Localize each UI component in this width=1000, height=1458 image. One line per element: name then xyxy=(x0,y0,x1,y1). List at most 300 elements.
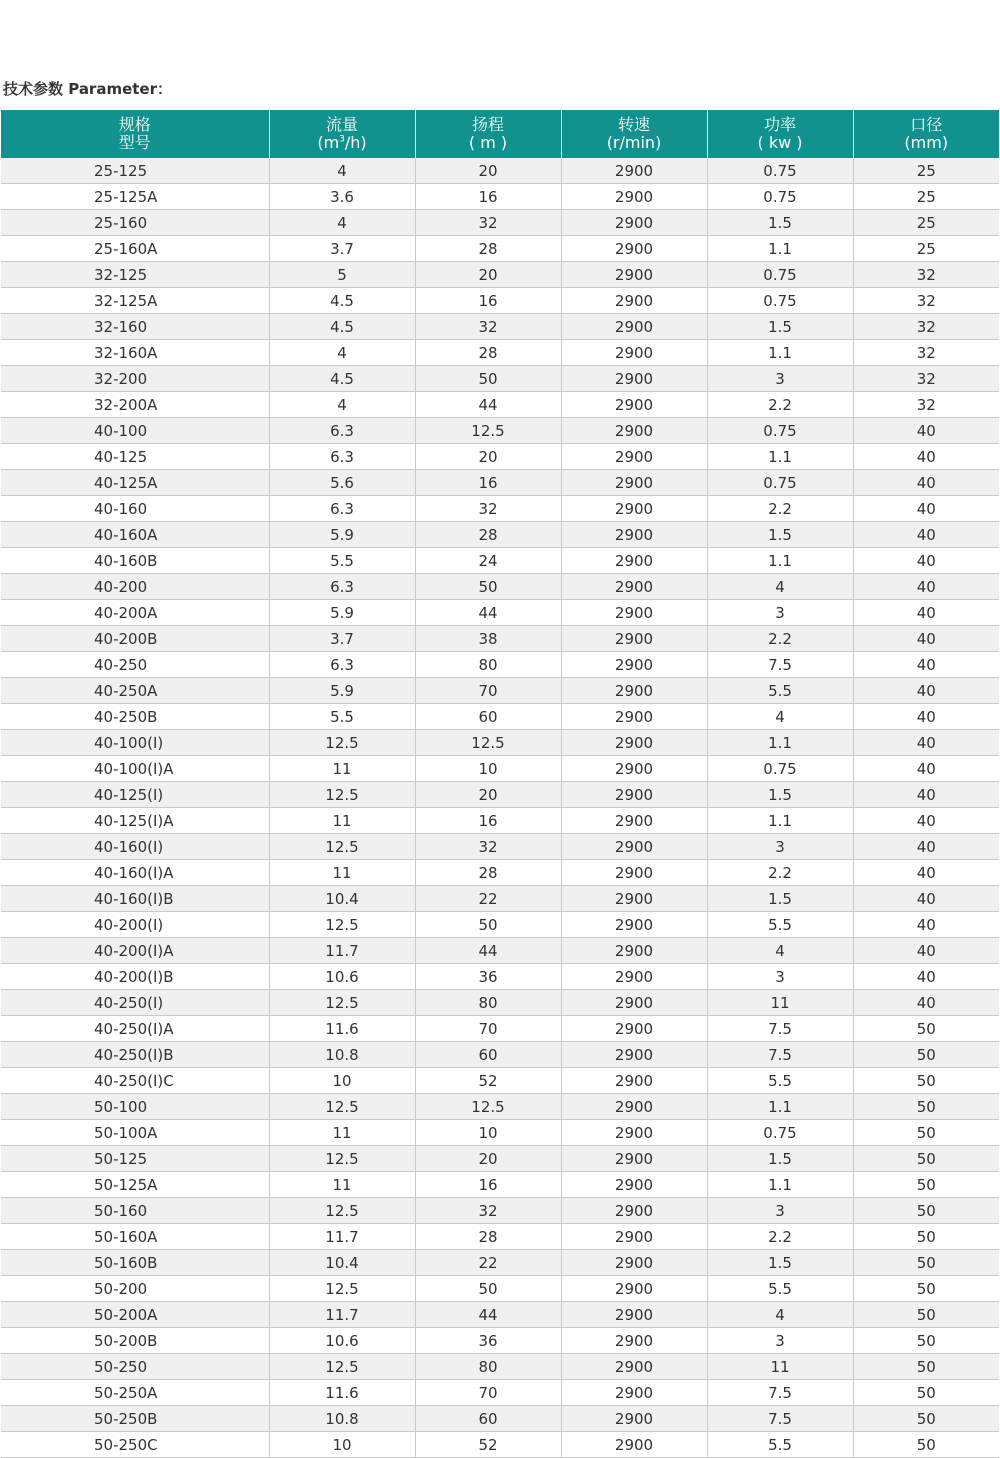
power-cell: 5.5 xyxy=(707,1432,853,1458)
speed-cell: 2900 xyxy=(561,912,707,938)
page-title: 技术参数 Parameter： xyxy=(3,80,172,98)
flow-cell: 12.5 xyxy=(269,834,415,860)
flow-cell: 4.5 xyxy=(269,366,415,392)
header-head xyxy=(415,110,561,158)
diameter-cell: 40 xyxy=(853,860,999,886)
model-cell: 50-250C xyxy=(1,1432,269,1458)
table-row xyxy=(1,964,999,990)
diameter-cell: 50 xyxy=(853,1354,999,1380)
head-cell: 80 xyxy=(415,652,561,678)
table-row xyxy=(1,366,999,392)
header-diameter-line1: 口径 xyxy=(910,115,943,134)
head-cell: 24 xyxy=(415,548,561,574)
model-cell: 40-125(I) xyxy=(1,782,269,808)
diameter-cell: 40 xyxy=(853,886,999,912)
model-cell: 40-100 xyxy=(1,418,269,444)
speed-cell: 2900 xyxy=(561,886,707,912)
power-cell: 0.75 xyxy=(707,184,853,210)
table-row xyxy=(1,1432,999,1458)
speed-cell: 2900 xyxy=(561,1276,707,1302)
power-cell: 1.5 xyxy=(707,1250,853,1276)
diameter-cell: 40 xyxy=(853,444,999,470)
table-row xyxy=(1,496,999,522)
diameter-cell: 50 xyxy=(853,1276,999,1302)
header-flow-line2 xyxy=(270,134,415,152)
diameter-cell: 50 xyxy=(853,1432,999,1458)
flow-cell: 12.5 xyxy=(269,1094,415,1120)
flow-cell: 4 xyxy=(269,392,415,418)
table-row xyxy=(1,678,999,704)
table-header-row xyxy=(1,110,999,158)
power-cell: 7.5 xyxy=(707,1016,853,1042)
flow-cell: 6.3 xyxy=(269,444,415,470)
header-flow-unit-pre: (m xyxy=(317,133,340,152)
power-cell: 0.75 xyxy=(707,262,853,288)
model-cell: 50-250B xyxy=(1,1406,269,1432)
table-body xyxy=(1,158,999,1458)
diameter-cell: 50 xyxy=(853,1406,999,1432)
diameter-cell: 40 xyxy=(853,626,999,652)
power-cell: 5.5 xyxy=(707,1068,853,1094)
table-row xyxy=(1,1224,999,1250)
power-cell: 4 xyxy=(707,704,853,730)
power-cell: 3 xyxy=(707,834,853,860)
head-cell: 20 xyxy=(415,444,561,470)
speed-cell: 2900 xyxy=(561,938,707,964)
speed-cell: 2900 xyxy=(561,314,707,340)
table-row xyxy=(1,704,999,730)
power-cell: 7.5 xyxy=(707,1380,853,1406)
diameter-cell: 50 xyxy=(853,1120,999,1146)
table-row xyxy=(1,1406,999,1432)
speed-cell: 2900 xyxy=(561,184,707,210)
model-cell: 40-100(I)A xyxy=(1,756,269,782)
model-cell: 40-125A xyxy=(1,470,269,496)
head-cell: 16 xyxy=(415,184,561,210)
table-row xyxy=(1,1302,999,1328)
diameter-cell: 40 xyxy=(853,938,999,964)
head-cell: 12.5 xyxy=(415,1094,561,1120)
speed-cell: 2900 xyxy=(561,1068,707,1094)
model-cell: 50-100A xyxy=(1,1120,269,1146)
diameter-cell: 40 xyxy=(853,912,999,938)
model-cell: 40-200(I) xyxy=(1,912,269,938)
model-cell: 40-250 xyxy=(1,652,269,678)
speed-cell: 2900 xyxy=(561,964,707,990)
flow-cell: 10.6 xyxy=(269,964,415,990)
header-speed-line1: 转速 xyxy=(617,115,650,134)
speed-cell: 2900 xyxy=(561,574,707,600)
speed-cell: 2900 xyxy=(561,1172,707,1198)
table-row xyxy=(1,522,999,548)
power-cell: 5.5 xyxy=(707,678,853,704)
head-cell: 70 xyxy=(415,1016,561,1042)
speed-cell: 2900 xyxy=(561,756,707,782)
header-flow-unit-post: /h) xyxy=(344,133,367,152)
flow-cell: 5.9 xyxy=(269,678,415,704)
model-cell: 50-250A xyxy=(1,1380,269,1406)
table-row xyxy=(1,756,999,782)
head-cell: 80 xyxy=(415,1354,561,1380)
table-row xyxy=(1,782,999,808)
head-cell: 80 xyxy=(415,990,561,1016)
table-row xyxy=(1,626,999,652)
power-cell: 1.1 xyxy=(707,236,853,262)
flow-cell: 5 xyxy=(269,262,415,288)
flow-cell: 11 xyxy=(269,808,415,834)
flow-cell: 6.3 xyxy=(269,574,415,600)
speed-cell: 2900 xyxy=(561,522,707,548)
head-cell: 44 xyxy=(415,392,561,418)
model-cell: 40-250(I)C xyxy=(1,1068,269,1094)
model-cell: 40-250(I) xyxy=(1,990,269,1016)
model-cell: 40-100(I) xyxy=(1,730,269,756)
power-cell: 3 xyxy=(707,1198,853,1224)
header-model xyxy=(1,110,269,158)
diameter-cell: 40 xyxy=(853,678,999,704)
head-cell: 70 xyxy=(415,678,561,704)
model-cell: 50-125 xyxy=(1,1146,269,1172)
model-cell: 40-250(I)B xyxy=(1,1042,269,1068)
power-cell: 0.75 xyxy=(707,470,853,496)
power-cell: 1.1 xyxy=(707,730,853,756)
model-cell: 40-160(I)B xyxy=(1,886,269,912)
flow-cell: 12.5 xyxy=(269,782,415,808)
diameter-cell: 32 xyxy=(853,366,999,392)
flow-cell: 10.4 xyxy=(269,886,415,912)
flow-cell: 4.5 xyxy=(269,314,415,340)
flow-cell: 5.5 xyxy=(269,548,415,574)
head-cell: 16 xyxy=(415,288,561,314)
flow-cell: 11 xyxy=(269,1120,415,1146)
power-cell: 0.75 xyxy=(707,158,853,184)
flow-cell: 3.7 xyxy=(269,626,415,652)
flow-cell: 11 xyxy=(269,860,415,886)
speed-cell: 2900 xyxy=(561,1432,707,1458)
power-cell: 0.75 xyxy=(707,1120,853,1146)
diameter-cell: 40 xyxy=(853,496,999,522)
model-cell: 40-200B xyxy=(1,626,269,652)
power-cell: 1.5 xyxy=(707,1146,853,1172)
model-cell: 40-125(I)A xyxy=(1,808,269,834)
power-cell: 11 xyxy=(707,990,853,1016)
speed-cell: 2900 xyxy=(561,1094,707,1120)
diameter-cell: 25 xyxy=(853,184,999,210)
head-cell: 32 xyxy=(415,314,561,340)
head-cell: 28 xyxy=(415,236,561,262)
flow-cell: 5.5 xyxy=(269,704,415,730)
power-cell: 7.5 xyxy=(707,1406,853,1432)
diameter-cell: 40 xyxy=(853,990,999,1016)
model-cell: 40-125 xyxy=(1,444,269,470)
table-row xyxy=(1,938,999,964)
table-row xyxy=(1,1198,999,1224)
power-cell: 0.75 xyxy=(707,756,853,782)
flow-cell: 6.3 xyxy=(269,418,415,444)
diameter-cell: 40 xyxy=(853,704,999,730)
flow-cell: 6.3 xyxy=(269,496,415,522)
table-row xyxy=(1,548,999,574)
flow-cell: 11 xyxy=(269,756,415,782)
head-cell: 44 xyxy=(415,938,561,964)
diameter-cell: 40 xyxy=(853,756,999,782)
speed-cell: 2900 xyxy=(561,366,707,392)
power-cell: 7.5 xyxy=(707,652,853,678)
speed-cell: 2900 xyxy=(561,340,707,366)
table-row xyxy=(1,184,999,210)
power-cell: 2.2 xyxy=(707,496,853,522)
model-cell: 32-200 xyxy=(1,366,269,392)
table-row xyxy=(1,600,999,626)
speed-cell: 2900 xyxy=(561,1302,707,1328)
speed-cell: 2900 xyxy=(561,1120,707,1146)
diameter-cell: 25 xyxy=(853,236,999,262)
head-cell: 22 xyxy=(415,886,561,912)
power-cell: 1.1 xyxy=(707,548,853,574)
header-head-line1: 扬程 xyxy=(471,115,504,134)
head-cell: 50 xyxy=(415,912,561,938)
flow-cell: 3.6 xyxy=(269,184,415,210)
speed-cell: 2900 xyxy=(561,262,707,288)
flow-cell: 10.6 xyxy=(269,1328,415,1354)
model-cell: 40-160 xyxy=(1,496,269,522)
flow-cell: 5.6 xyxy=(269,470,415,496)
speed-cell: 2900 xyxy=(561,730,707,756)
head-cell: 32 xyxy=(415,1198,561,1224)
header-diameter xyxy=(853,110,999,158)
head-cell: 16 xyxy=(415,808,561,834)
diameter-cell: 40 xyxy=(853,782,999,808)
table-row xyxy=(1,574,999,600)
table-row xyxy=(1,808,999,834)
diameter-cell: 40 xyxy=(853,548,999,574)
head-cell: 28 xyxy=(415,522,561,548)
power-cell: 1.5 xyxy=(707,522,853,548)
diameter-cell: 32 xyxy=(853,392,999,418)
speed-cell: 2900 xyxy=(561,704,707,730)
speed-cell: 2900 xyxy=(561,470,707,496)
power-cell: 1.5 xyxy=(707,886,853,912)
head-cell: 32 xyxy=(415,496,561,522)
diameter-cell: 32 xyxy=(853,340,999,366)
speed-cell: 2900 xyxy=(561,418,707,444)
flow-cell: 12.5 xyxy=(269,730,415,756)
head-cell: 70 xyxy=(415,1380,561,1406)
table-row xyxy=(1,1250,999,1276)
power-cell: 5.5 xyxy=(707,1276,853,1302)
power-cell: 3 xyxy=(707,600,853,626)
head-cell: 60 xyxy=(415,1406,561,1432)
model-cell: 32-125A xyxy=(1,288,269,314)
table-row xyxy=(1,834,999,860)
table-row xyxy=(1,912,999,938)
diameter-cell: 50 xyxy=(853,1172,999,1198)
model-cell: 50-200A xyxy=(1,1302,269,1328)
head-cell: 28 xyxy=(415,340,561,366)
model-cell: 40-160A xyxy=(1,522,269,548)
parameter-table xyxy=(1,110,999,1458)
speed-cell: 2900 xyxy=(561,1198,707,1224)
table-row xyxy=(1,1120,999,1146)
power-cell: 1.5 xyxy=(707,314,853,340)
model-cell: 50-100 xyxy=(1,1094,269,1120)
flow-cell: 11.7 xyxy=(269,938,415,964)
table-row xyxy=(1,262,999,288)
diameter-cell: 40 xyxy=(853,730,999,756)
head-cell: 60 xyxy=(415,704,561,730)
flow-cell: 10 xyxy=(269,1068,415,1094)
speed-cell: 2900 xyxy=(561,158,707,184)
header-flow-line1: 流量 xyxy=(325,115,358,134)
flow-cell: 11.6 xyxy=(269,1016,415,1042)
diameter-cell: 50 xyxy=(853,1380,999,1406)
power-cell: 1.1 xyxy=(707,340,853,366)
power-cell: 2.2 xyxy=(707,1224,853,1250)
head-cell: 20 xyxy=(415,782,561,808)
table-row xyxy=(1,1354,999,1380)
flow-cell: 4 xyxy=(269,158,415,184)
table-row xyxy=(1,652,999,678)
flow-cell: 11.7 xyxy=(269,1302,415,1328)
head-cell: 32 xyxy=(415,210,561,236)
table-row xyxy=(1,1276,999,1302)
diameter-cell: 50 xyxy=(853,1198,999,1224)
table-row xyxy=(1,444,999,470)
head-cell: 16 xyxy=(415,470,561,496)
speed-cell: 2900 xyxy=(561,1250,707,1276)
table-row xyxy=(1,1094,999,1120)
diameter-cell: 32 xyxy=(853,288,999,314)
head-cell: 12.5 xyxy=(415,418,561,444)
power-cell: 2.2 xyxy=(707,392,853,418)
head-cell: 36 xyxy=(415,1328,561,1354)
flow-cell: 3.7 xyxy=(269,236,415,262)
speed-cell: 2900 xyxy=(561,210,707,236)
head-cell: 20 xyxy=(415,262,561,288)
power-cell: 3 xyxy=(707,964,853,990)
head-cell: 44 xyxy=(415,600,561,626)
flow-cell: 4.5 xyxy=(269,288,415,314)
head-cell: 20 xyxy=(415,1146,561,1172)
power-cell: 2.2 xyxy=(707,626,853,652)
speed-cell: 2900 xyxy=(561,834,707,860)
diameter-cell: 40 xyxy=(853,808,999,834)
speed-cell: 2900 xyxy=(561,600,707,626)
flow-cell: 12.5 xyxy=(269,1354,415,1380)
flow-cell: 10.4 xyxy=(269,1250,415,1276)
head-cell: 28 xyxy=(415,1224,561,1250)
flow-cell: 12.5 xyxy=(269,1146,415,1172)
table-row xyxy=(1,1172,999,1198)
model-cell: 32-125 xyxy=(1,262,269,288)
speed-cell: 2900 xyxy=(561,652,707,678)
head-cell: 28 xyxy=(415,860,561,886)
speed-cell: 2900 xyxy=(561,990,707,1016)
model-cell: 50-200B xyxy=(1,1328,269,1354)
model-cell: 40-160(I) xyxy=(1,834,269,860)
power-cell: 4 xyxy=(707,938,853,964)
diameter-cell: 50 xyxy=(853,1094,999,1120)
flow-cell: 10.8 xyxy=(269,1406,415,1432)
diameter-cell: 40 xyxy=(853,600,999,626)
model-cell: 50-125A xyxy=(1,1172,269,1198)
power-cell: 7.5 xyxy=(707,1042,853,1068)
diameter-cell: 40 xyxy=(853,522,999,548)
model-cell: 50-160B xyxy=(1,1250,269,1276)
table-row xyxy=(1,1328,999,1354)
table-row xyxy=(1,1146,999,1172)
power-cell: 1.5 xyxy=(707,782,853,808)
model-cell: 40-250B xyxy=(1,704,269,730)
head-cell: 16 xyxy=(415,1172,561,1198)
model-cell: 25-160 xyxy=(1,210,269,236)
model-cell: 25-160A xyxy=(1,236,269,262)
flow-cell: 10 xyxy=(269,1432,415,1458)
speed-cell: 2900 xyxy=(561,288,707,314)
power-cell: 1.1 xyxy=(707,444,853,470)
power-cell: 0.75 xyxy=(707,288,853,314)
diameter-cell: 40 xyxy=(853,574,999,600)
diameter-cell: 40 xyxy=(853,418,999,444)
flow-cell: 11.6 xyxy=(269,1380,415,1406)
power-cell: 11 xyxy=(707,1354,853,1380)
diameter-cell: 50 xyxy=(853,1302,999,1328)
head-cell: 50 xyxy=(415,366,561,392)
power-cell: 1.1 xyxy=(707,808,853,834)
header-model-line2: 型号 xyxy=(118,133,151,152)
table-row xyxy=(1,990,999,1016)
model-cell: 40-160B xyxy=(1,548,269,574)
flow-cell: 6.3 xyxy=(269,652,415,678)
diameter-cell: 50 xyxy=(853,1224,999,1250)
model-cell: 32-160A xyxy=(1,340,269,366)
head-cell: 50 xyxy=(415,1276,561,1302)
power-cell: 1.5 xyxy=(707,210,853,236)
header-model-line1: 规格 xyxy=(118,115,151,134)
table-row xyxy=(1,1016,999,1042)
power-cell: 1.1 xyxy=(707,1094,853,1120)
table-row xyxy=(1,340,999,366)
model-cell: 50-200 xyxy=(1,1276,269,1302)
diameter-cell: 32 xyxy=(853,314,999,340)
table-row xyxy=(1,1380,999,1406)
diameter-cell: 40 xyxy=(853,470,999,496)
header-flow xyxy=(269,110,415,158)
power-cell: 3 xyxy=(707,366,853,392)
head-cell: 32 xyxy=(415,834,561,860)
speed-cell: 2900 xyxy=(561,678,707,704)
power-cell: 3 xyxy=(707,1328,853,1354)
header-head-line2: ( m ) xyxy=(468,133,508,152)
model-cell: 40-200(I)B xyxy=(1,964,269,990)
flow-cell: 12.5 xyxy=(269,912,415,938)
speed-cell: 2900 xyxy=(561,1354,707,1380)
table-row xyxy=(1,418,999,444)
flow-cell: 4 xyxy=(269,210,415,236)
header-speed-line2: (r/min) xyxy=(606,133,662,152)
power-cell: 5.5 xyxy=(707,912,853,938)
diameter-cell: 25 xyxy=(853,158,999,184)
head-cell: 52 xyxy=(415,1432,561,1458)
speed-cell: 2900 xyxy=(561,236,707,262)
flow-cell: 12.5 xyxy=(269,1198,415,1224)
header-speed xyxy=(561,110,707,158)
diameter-cell: 40 xyxy=(853,964,999,990)
table-row xyxy=(1,1042,999,1068)
header-power-line1: 功率 xyxy=(763,115,796,134)
flow-cell: 10.8 xyxy=(269,1042,415,1068)
speed-cell: 2900 xyxy=(561,1380,707,1406)
